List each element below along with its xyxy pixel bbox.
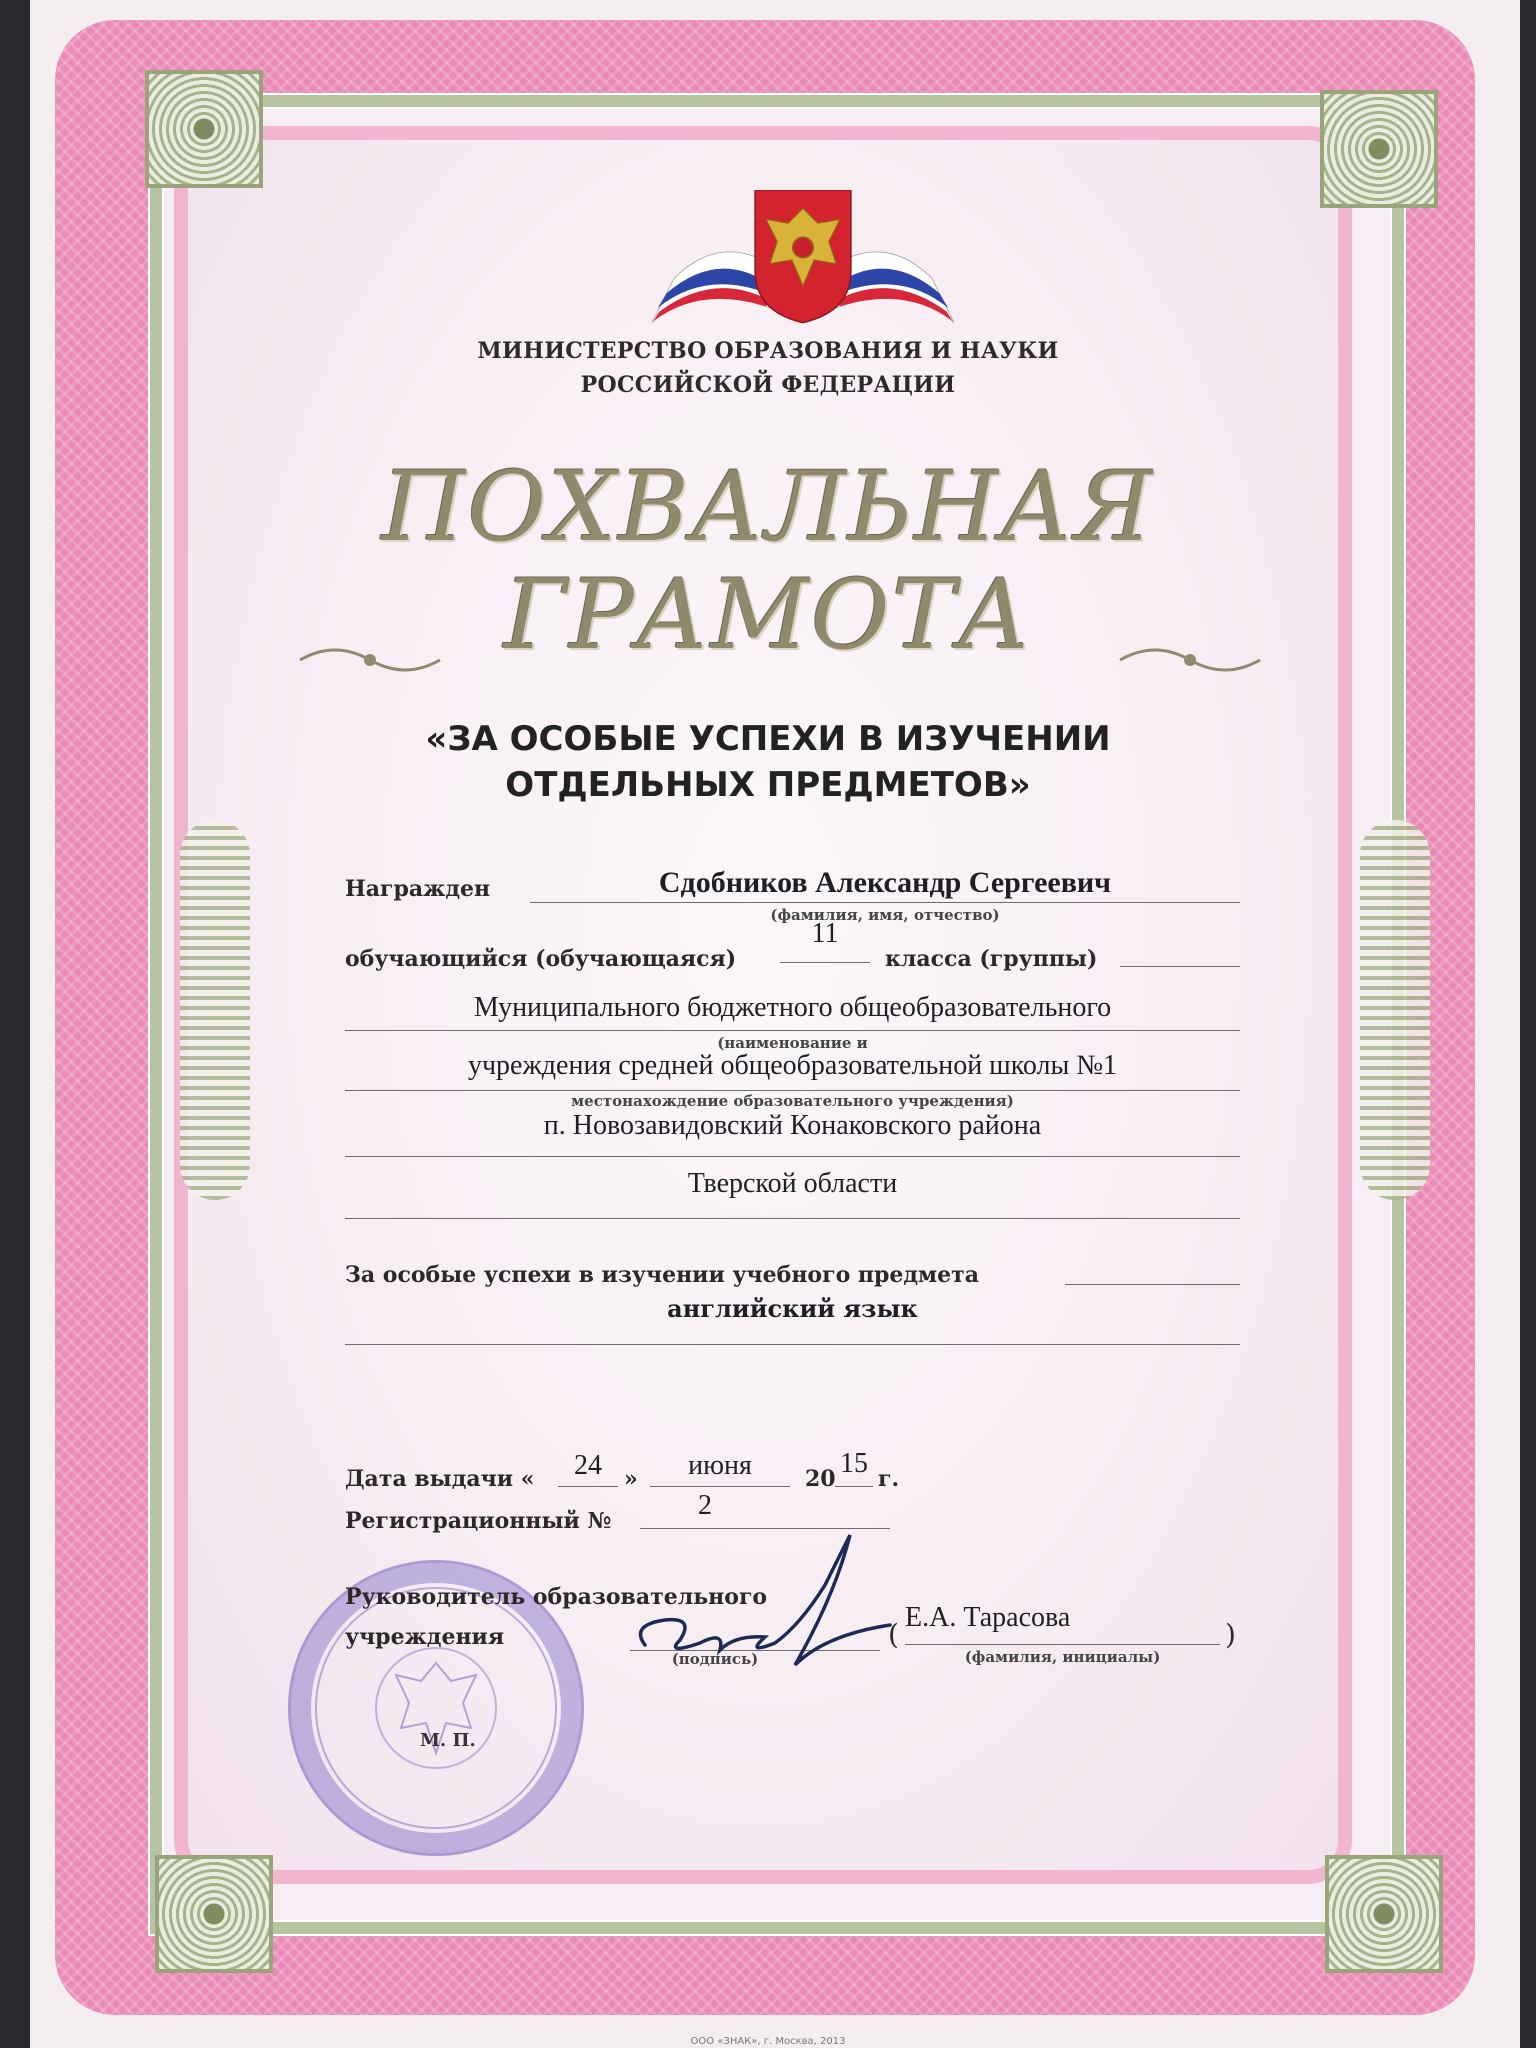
head-name-underline <box>905 1644 1220 1645</box>
subject-label-underline <box>1065 1284 1240 1285</box>
side-ornament-left <box>180 820 250 1200</box>
eagle-shield-icon <box>755 190 851 323</box>
name-underline <box>530 902 1240 903</box>
school-hint-1: (наименование и <box>717 1034 868 1052</box>
award-reason-line1: «ЗА ОСОБЫЕ УСПЕХИ В ИЗУЧЕНИИ <box>425 719 1111 759</box>
school-underline-2 <box>345 1090 1240 1091</box>
issue-year-suffix: 15 <box>840 1448 868 1479</box>
title-flourish-right-icon <box>1115 640 1265 680</box>
registration-number: 2 <box>698 1490 712 1521</box>
ministry-name-line1: МИНИСТЕРСТВО ОБРАЗОВАНИЯ И НАУКИ <box>477 338 1059 364</box>
certificate-title-line2: ГРАМОТА <box>503 559 1033 671</box>
registration-label: Регистрационный № <box>345 1508 612 1534</box>
printer-imprint: ООО «ЗНАК», г. Москва, 2013 <box>690 2036 846 2047</box>
corner-ornament-bottom-left <box>155 1855 273 1973</box>
subject-value: английский язык <box>667 1294 918 1323</box>
issue-month-underline <box>650 1486 790 1487</box>
class-underline <box>1120 966 1240 967</box>
school-name-line2: учреждения средней общеобразовательной школы №1 <box>467 1050 1118 1081</box>
student-label: обучающийся (обучающаяся) <box>345 946 737 972</box>
certificate-title-line1: ПОХВАЛЬНАЯ <box>381 451 1155 563</box>
awarded-label: Награжден <box>345 876 491 902</box>
flag-ribbon-left <box>652 252 770 323</box>
class-label: класса (группы) <box>885 946 1098 972</box>
handwritten-signature <box>625 1525 895 1680</box>
school-name-line1: Муниципального бюджетного общеобразовательного <box>473 992 1112 1023</box>
signature-hint: (подпись) <box>671 1650 759 1668</box>
award-reason-line2: ОТДЕЛЬНЫХ ПРЕДМЕТОВ» <box>505 765 1031 805</box>
issue-year-underline <box>835 1486 873 1487</box>
name-paren-close: ) <box>1225 1618 1236 1651</box>
seal-label: М. П. <box>420 1730 476 1751</box>
corner-ornament-top-left <box>145 70 263 188</box>
school-location-line2: Тверской области <box>687 1168 898 1199</box>
head-label-line1: Руководитель образовательного <box>345 1584 768 1610</box>
issue-day-underline <box>558 1486 618 1487</box>
issue-month: июня <box>688 1450 752 1481</box>
school-location-line1: п. Новозавидовский Конаковского района <box>543 1110 1042 1141</box>
issue-year-prefix: 20 <box>805 1466 836 1492</box>
issue-quote-close: » <box>624 1466 638 1492</box>
school-underline-1 <box>345 1030 1240 1031</box>
subject-underline <box>345 1344 1240 1345</box>
grade-underline <box>780 962 870 963</box>
title-flourish-left-icon <box>295 640 445 680</box>
flag-ribbon-right <box>836 252 954 323</box>
side-ornament-right <box>1360 820 1430 1200</box>
grade-value: 11 <box>811 918 839 949</box>
name-hint: (фамилия, имя, отчество) <box>770 906 1000 924</box>
awardee-name: Сдобников Александр Сергеевич <box>658 866 1112 899</box>
corner-ornament-top-right <box>1320 90 1438 208</box>
russian-coat-of-arms-emblem <box>598 190 1008 330</box>
issue-day: 24 <box>574 1450 602 1481</box>
school-underline-4 <box>345 1218 1240 1219</box>
corner-ornament-bottom-right <box>1325 1855 1443 1973</box>
name-paren-open: ( <box>888 1618 899 1651</box>
head-label-line2: учреждения <box>345 1624 505 1650</box>
head-name-hint: (фамилия, инициалы) <box>964 1648 1161 1666</box>
subject-label: За особые успехи в изучении учебного предмета <box>345 1262 980 1288</box>
issue-date-label: Дата выдачи « <box>345 1466 535 1492</box>
school-hint-2: местонахождение образовательного учреждения) <box>571 1092 1014 1110</box>
ministry-name-line2: РОССИЙСКОЙ ФЕДЕРАЦИИ <box>580 372 956 398</box>
head-name: Е.А. Тарасова <box>905 1602 1071 1633</box>
issue-year-unit: г. <box>878 1466 900 1492</box>
school-underline-3 <box>345 1156 1240 1157</box>
